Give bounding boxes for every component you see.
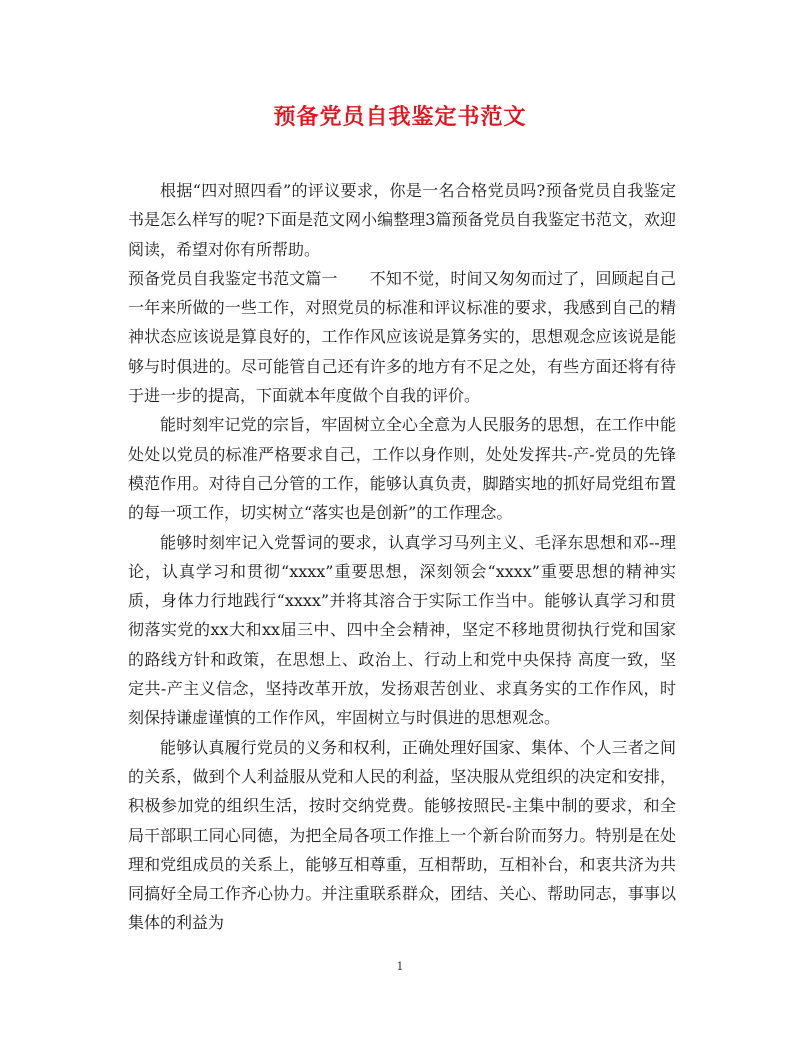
document-title: 预备党员自我鉴定书范文	[273, 104, 527, 130]
paragraph-intro: 根据“四对照四看”的评议要求，你是一名合格党员吗?预备党员自我鉴定书是怎么样写的呢?下面是范文网小编整理3篇预备党员自我鉴定书范文，欢迎阅读，希望对你有所帮助。	[128, 181, 676, 259]
paragraph-oath: 能够时刻牢记入党誓词的要求，认真学习马列主义、毛泽东思想和邓--理论，认真学习和贯彻“xxxx”重要思想，深刻领会“xxxx”重要思想的精神实质，身体力行地践行“xxxx”并将其溶合于实际工作当中。能够认真学习和贯彻落实党的xx大和xx届三中、四中全会精神，坚定不移地贯彻执行党和国家的路线方针和政策，在思想上、政治上、行动上和党中央保持 高度一致，坚定共-产主义信念，坚持改革开放，发扬艰苦创业、求真务实的工作作风，时刻保持谦虚谨慎的工作作风，牢固树立与时俱进的思想观念。	[128, 532, 676, 728]
document-body	[128, 176, 676, 938]
paragraph-party-purpose: 能时刻牢记党的宗旨，牢固树立全心全意为人民服务的思想，在工作中能处处以党员的标准严格要求自己，工作以身作则，处处发挥共-产-党员的先锋模范作用。对待自己分管的工作，能够认真负责，脚踏实地的抓好局党组布置的每一项工作，切实树立“落实也是创新”的工作理念。	[128, 415, 676, 523]
page-number: 1	[396, 960, 404, 973]
paragraph-duties: 能够认真履行党员的义务和权利，正确处理好国家、集体、个人三者之间的关系，做到个人利益服从党和人民的利益，坚决服从党组织的决定和安排，积极参加党的组织生活，按时交纳党费。能够按照民-主集中制的要求，和全局干部职工同心同德，为把全局各项工作推上一个新台阶而努力。特别是在处理和党组成员的关系上，能够互相尊重，互相帮助，互相补台，和衷共济为共同搞好全局工作齐心协力。并注重联系群众，团结、关心、帮助同志，事事以集体的利益为	[128, 737, 676, 933]
paragraph-section-1: 预备党员自我鉴定书范文篇一 不知不觉，时间又匆匆而过了，回顾起自己一年来所做的一些工作，对照党员的标准和评议标准的要求，我感到自己的精神状态应该说是算良好的，工作作风应该说是算务实的，思想观念应该说是能够与时俱进的。尽可能管自己还有许多的地方有不足之处，有些方面还将有待于进一步的提高，下面就本年度做个自我的评价。	[128, 268, 676, 406]
